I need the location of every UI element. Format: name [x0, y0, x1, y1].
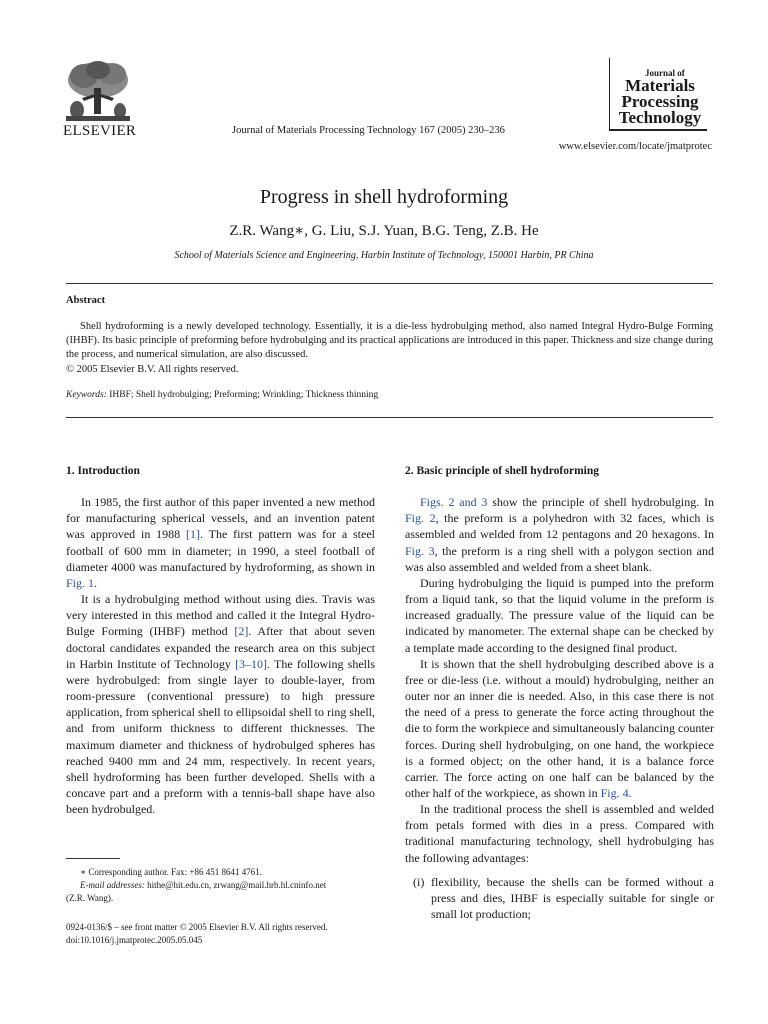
abstract-copyright: © 2005 Elsevier B.V. All rights reserved. [66, 363, 239, 375]
journal-logo-line: Materials [625, 76, 695, 95]
footnote-marker: ∗ [80, 867, 87, 877]
footnote-author: (Z.R. Wang). [66, 893, 114, 903]
abstract-text: Shell hydroforming is a newly developed technology. Essentially, it is a die-less hydrobulging method, also named Integral Hydro-Bulge Forming (IHBF). Its basic principle of preforming before hydrobulging and its practical applications are introduced in this paper. Thickness and size change during the process, and numerical simulation, are also discussed. [66, 321, 713, 361]
keywords-text: IHBF; Shell hydrobulging; Preforming; Wrinkling; Thickness thinning [109, 390, 379, 400]
footnote [66, 866, 386, 905]
paragraph: During hydrobulging the liquid is pumped into the preform from a liquid tank, so that the liquid volume in the preform is increased gradually. The pressure value of the liquid can be indicated by manometer. The external shape can be checked by a template made according to the designed final product. [405, 575, 714, 655]
figure-link[interactable]: Fig. 4 [600, 785, 629, 800]
paragraph: Figs. 2 and 3 show the principle of shell hydrobulging. In Fig. 2, the preform is a polyhedron with 32 faces, which is assembled and welded from 12 pentagons and 20 hexagons. In Fig. 3, the preform is a ring shell with a polygon section and was also assembled and welded from a sheet blank. [405, 495, 714, 574]
citation-link[interactable]: [1] [186, 527, 201, 542]
figure-link[interactable]: Fig. 1 [66, 575, 95, 590]
abstract-heading: Abstract [66, 295, 106, 306]
journal-logo-line: Technology [618, 108, 702, 127]
paragraph: In the traditional process the shell is assembled and welded from petals formed with dies in a press. Compared with traditional manufacturing technology, shell hydrobulging has the following advantages: [405, 802, 714, 865]
email-label: E-mail addresses: [80, 880, 145, 890]
keywords [66, 390, 378, 400]
keywords-label: Keywords: [66, 390, 107, 400]
divider [66, 283, 713, 284]
citation-link[interactable]: [3–10] [235, 656, 268, 671]
paragraph: In 1985, the first author of this paper invented a new method for manufacturing spherical vessels, and an invention patent was approved in 1988 [1]. The first pattern was for a steel football of 600 mm in diameter; in 1990, a steel football of diameter 4000 was manufactured by hydroforming, as shown in Fig. 1. [66, 495, 375, 590]
figure-link[interactable]: Figs. 2 and 3 [420, 495, 488, 510]
article-title: Progress in shell hydroforming [259, 186, 509, 208]
paragraph: It is a hydrobulging method without using dies. Travis was very interested in this method and called it the Integral Hydro-Bulge Forming (IHBF) method [2]. After that about seven doctoral candidates expanded the research area on this subject in Harbin Institute of Technology [3–10]. The following shells were hydrobulged: from single layer to double-layer, from room-pressure (conventional pressure) to high pressure application, from spherical shell to ellipsoidal shell to ring shell, and from uniform thickness to different thicknesses. The maximum diameter and thickness of hydrobulged spheres has reached 9400 mm and 24 mm, respectively. In recent years, shell hydroforming has been further developed. Shells with a concave part and a preform with a tennis-ball shape have also been hydrobulged. [66, 592, 375, 817]
elsevier-tree-logo [62, 58, 134, 124]
journal-logo-small: Journal of [645, 68, 685, 78]
publisher-name: ELSEVIER [63, 123, 137, 139]
article-authors: Z.R. Wang∗, G. Liu, S.J. Yuan, B.G. Teng, Z.B. He [229, 223, 539, 239]
abstract [66, 320, 713, 377]
list-marker: (i) [413, 874, 425, 889]
left-column [66, 463, 375, 817]
journal-citation: Journal of Materials Processing Technology 167 (2005) 230–236 [232, 125, 505, 136]
figure-link[interactable]: Fig. 3 [405, 543, 435, 558]
figure-link[interactable]: Fig. 2 [405, 511, 436, 526]
author-affiliation: School of Materials Science and Engineering, Harbin Institute of Technology, 150001 Harbin, PR China [174, 250, 594, 261]
divider [66, 417, 713, 418]
paragraph: It is shown that the shell hydrobulging described above is a free or die-less (i.e. without a mould) hydrobulging, neither an outer nor an inner die is needed. Also, in this case there is not the need of a press to generate the force acting throughout the die to form the workpiece and simultaneously balancing counter forces. During shell hydrobulging, on one hand, the workpiece is a formed object; on the other hand, it is a balance force carrier. The force acting on one half can be balanced by the other half of the workpiece, as shown in Fig. 4. [405, 656, 714, 800]
journal-url[interactable]: www.elsevier.com/locate/jmatprotec [558, 141, 712, 152]
right-column [405, 463, 714, 922]
footnote-text: Corresponding author. Fax: +86 451 8641 4761. [88, 867, 262, 877]
section-heading: 2. Basic principle of shell hydroforming [405, 465, 600, 477]
footnote-rule [66, 858, 120, 859]
front-matter-info [66, 921, 406, 947]
section-heading: 1. Introduction [66, 465, 140, 477]
doi-line[interactable]: doi:10.1016/j.jmatprotec.2005.05.045 [66, 935, 203, 945]
issn-line: 0924-0136/$ – see front matter © 2005 Elsevier B.V. All rights reserved. [66, 922, 328, 932]
journal-header [0, 0, 768, 160]
citation-link[interactable]: [2] [234, 624, 249, 639]
journal-logo-line: Processing [621, 92, 699, 111]
list-item: (i) flexibility, because the shells can be formed without a press and dies, IHBF is especially suitable for single or small lot production; [413, 874, 714, 922]
email-addresses[interactable]: hithe@hit.edu.cn, zrwang@mail.hrb.hl.cninfo.net [147, 880, 327, 890]
